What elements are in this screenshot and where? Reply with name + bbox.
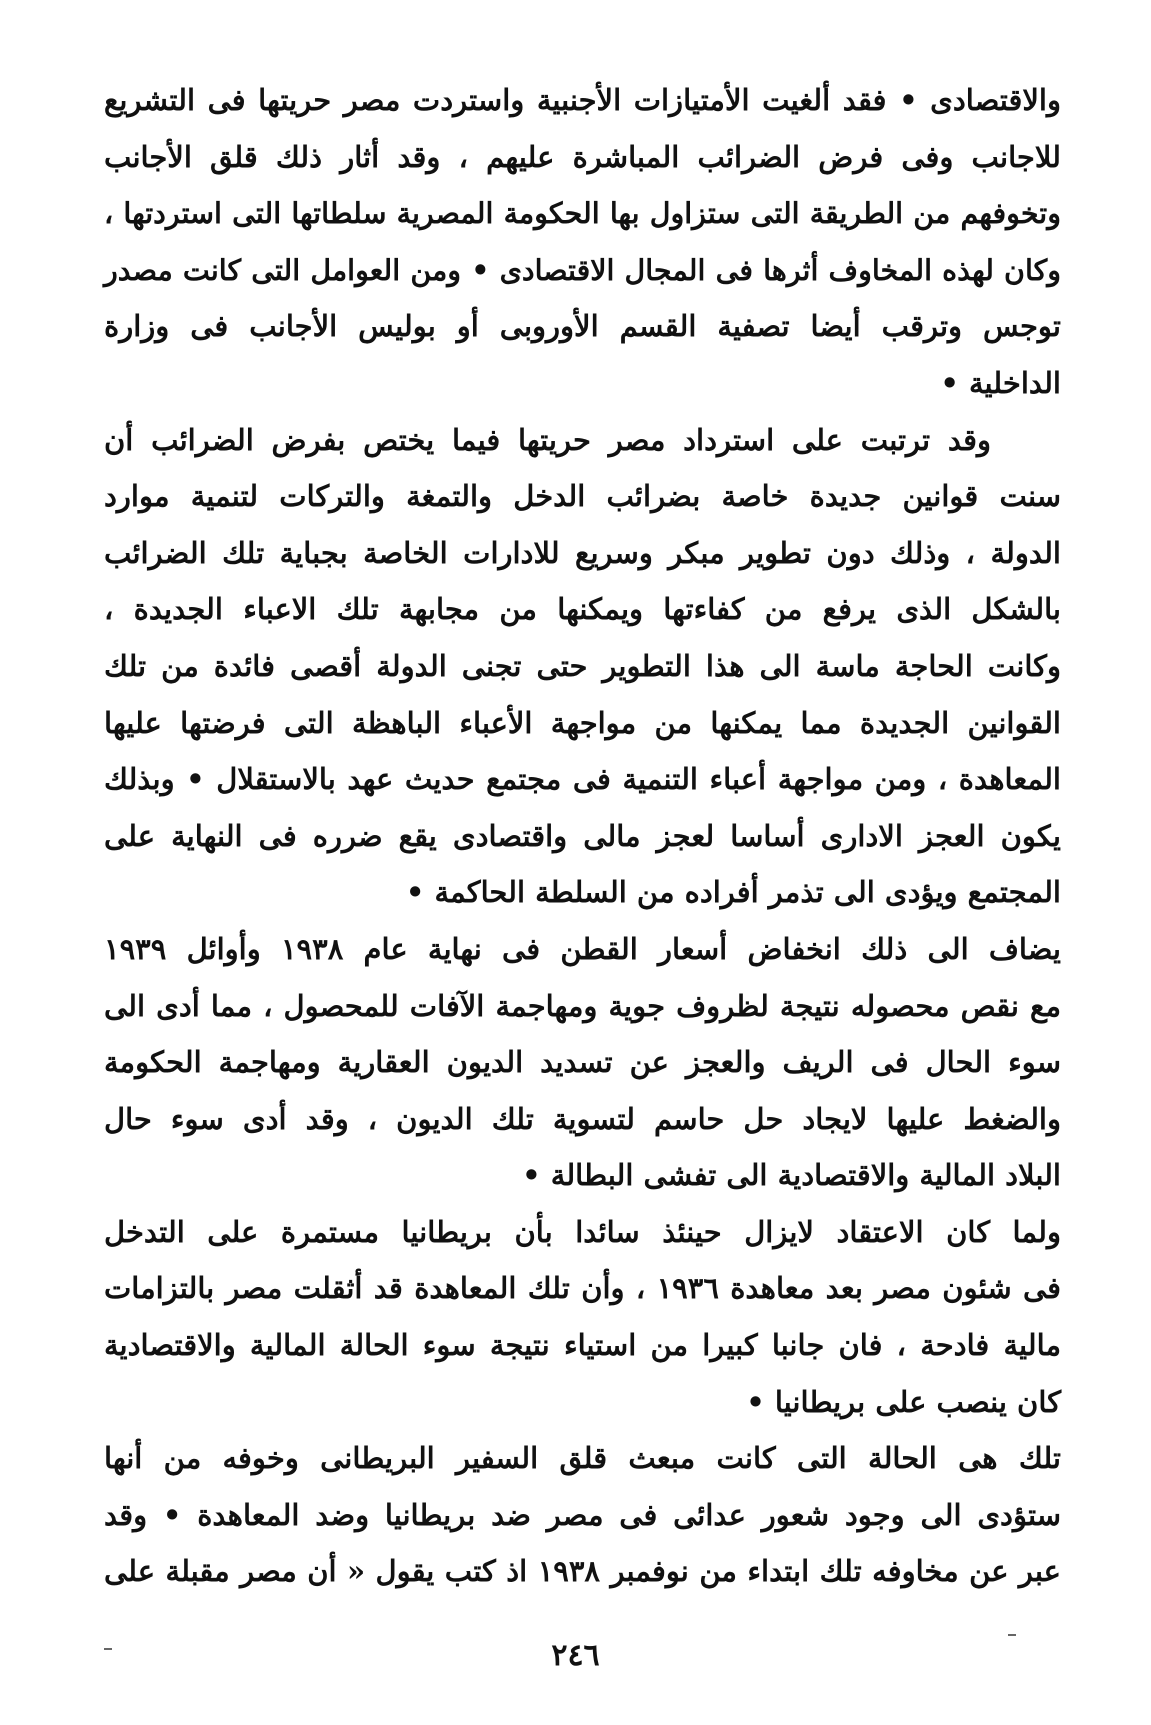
text-line: مع نقص محصوله نتيجة لظروف جوية ومهاجمة الآفات للمحصول ، مما أدى الى [104,988,1061,1023]
text-line: والضغط عليها لايجاد حل حاسم لتسوية تلك الديون ، وقد أدى سوء حال [104,1101,1061,1136]
text-line: القوانين الجديدة مما يمكنها من مواجهة الأعباء الباهظة التى فرضتها عليها [104,705,1061,740]
text-line: للاجانب وفى فرض الضرائب المباشرة عليهم ، وقد أثار ذلك قلق الأجانب [104,139,1061,174]
text-line: وتخوفهم من الطريقة التى ستزاول بها الحكومة المصرية سلطاتها التى استردتها ، [104,196,1061,231]
text-line: الدولة ، وذلك دون تطوير مبكر وسريع للادارات الخاصة بجباية تلك الضرائب [104,535,1061,570]
text-line: ستؤدى الى وجود شعور عدائى فى مصر ضد بريطانيا وضد المعاهدة • وقد [104,1497,1061,1532]
text-line: يضاف الى ذلك انخفاض أسعار القطن فى نهاية عام ١٩٣٨ وأوائل ١٩٣٩ [104,931,1061,966]
text-line: المعاهدة ، ومن مواجهة أعباء التنمية فى مجتمع حديث عهد بالاستقلال • وبذلك [104,762,1061,797]
text-line: فى شئون مصر بعد معاهدة ١٩٣٦ ، وأن تلك المعاهدة قد أثقلت مصر بالتزامات [104,1271,1061,1306]
text-line: كان ينصب على بريطانيا • [746,1384,1061,1419]
text-line: توجس وترقب أيضا تصفية القسم الأوروبى أو بوليس الأجانب فى وزارة [104,309,1061,344]
text-line: سنت قوانين جديدة خاصة بضرائب الدخل والتمغة والتركات لتنمية موارد [104,479,1061,514]
text-line: سوء الحال فى الريف والعجز عن تسديد الديون العقارية ومهاجمة الحكومة [104,1045,1061,1080]
text-line: وقد ترتبت على استرداد مصر حريتها فيما يختص بفرض الضرائب أن [104,422,991,457]
text-line: وكان لهذه المخاوف أثرها فى المجال الاقتصادى • ومن العوامل التى كانت مصدر [104,252,1061,287]
page-number: ٢٤٦ [551,1638,600,1673]
text-line: مالية فادحة ، فان جانبا كبيرا من استياء نتيجة سوء الحالة المالية والاقتصادية [104,1328,1061,1363]
text-line: بالشكل الذى يرفع من كفاءتها ويمكنها من مجابهة تلك الاعباء الجديدة ، [104,592,1061,627]
text-line: تلك هى الحالة التى كانت مبعث قلق السفير البريطانى وخوفه من أنها [104,1441,1061,1476]
text-line: يكون العجز الادارى أساسا لعجز مالى واقتصادى يقع ضرره فى النهاية على [104,818,1061,853]
text-line: وكانت الحاجة ماسة الى هذا التطوير حتى تجنى الدولة أقصى فائدة من تلك [104,648,1061,683]
text-line: والاقتصادى • فقد ألغيت الأمتيازات الأجنبية واستردت مصر حريتها فى التشريع [104,83,1061,117]
text-line: الداخلية • [940,365,1061,400]
text-line: ولما كان الاعتقاد لايزال حينئذ سائدا بأن بريطانيا مستمرة على التدخل [104,1214,1061,1249]
text-line: المجتمع ويؤدى الى تذمر أفراده من السلطة الحاكمة • [405,875,1061,910]
text-line: عبر عن مخاوفه تلك ابتداء من نوفمبر ١٩٣٨ اذ كتب يقول « أن مصر مقبلة على [104,1554,1061,1589]
text-line: البلاد المالية والاقتصادية الى تفشى البطالة • [522,1158,1061,1193]
body-text [104,72,1061,1600]
